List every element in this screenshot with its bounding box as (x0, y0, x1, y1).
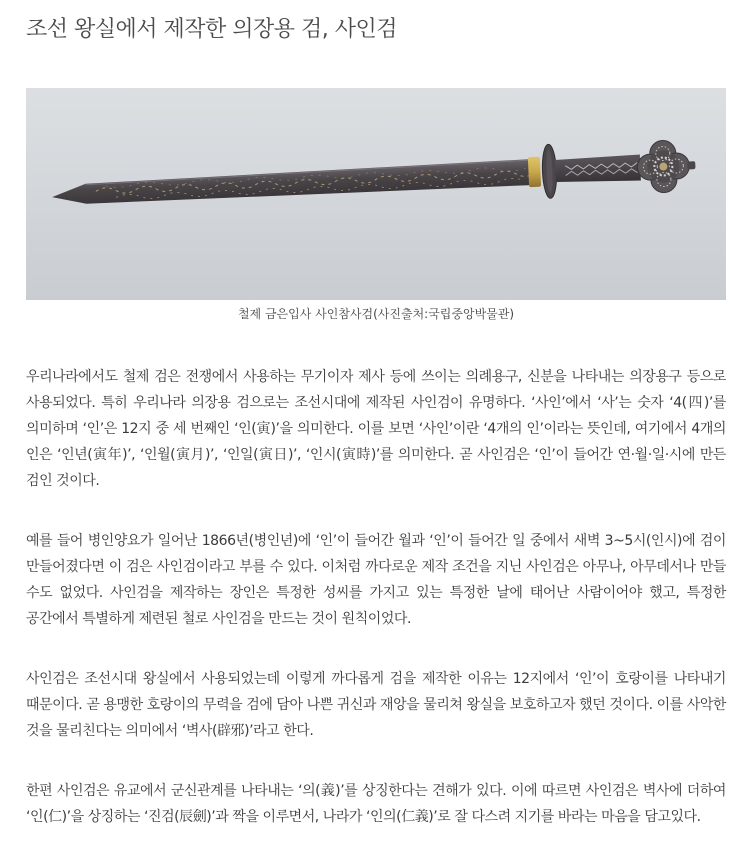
gold-collar (528, 157, 541, 187)
article-paragraph: 예를 들어 병인양요가 일어난 1866년(병인년)에 ‘인’이 들어간 월과 ‘인’이 들어간 일 중에서 새벽 3~5시(인시)에 검이 만들어졌다면 이 검은 사인검이라고 부를 수 있다. 이처럼 까다로운 제작 조건을 지닌 사인검은 아무나, 아무데서나 만들 수도 없었다. 사인검을 제작하는 장인은 특정한 성씨를 가지고 있는 특정한 날에 태어난 사람이어야 했고, 특정한 공간에서 특별하게 제련된 철로 사인검을 만드는 것이 원칙이었다. (26, 533, 726, 627)
sword-photo (26, 88, 726, 300)
page-title: 조선 왕실에서 제작한 의장용 검, 사인검 (26, 17, 397, 42)
photo-caption: 철제 금은입사 사인참사검(사진출처:국립중앙박물관) (237, 307, 515, 321)
sword-blade (51, 159, 531, 205)
article-paragraph: 한편 사인검은 유교에서 군신관계를 나타내는 ‘의(義)’를 상징한다는 견해가 있다. 이에 따르면 사인검은 벽사에 더하여 ‘인(仁)’을 상징하는 ‘진검(辰劍)’과 짝을 이루면서, 나라가 ‘인의(仁義)’로 잘 다스려 지기를 바라는 마음을 담고있다. (26, 783, 726, 825)
sword-pommel (636, 139, 696, 193)
article-body (26, 364, 726, 864)
article-paragraph: 사인검은 조선시대 왕실에서 사용되었는데 이렇게 까다롭게 검을 제작한 이유는 12지에서 ‘인’이 호랑이를 나타내기 때문이다. 곧 용맹한 호랑이의 무력을 검에 담아 나쁜 귀신과 재앙을 물리쳐 왕실을 보호하고자 했던 것이다. 이를 사악한 것을 물리친다는 의미에서 ‘벽사(辟邪)’라고 한다. (26, 671, 726, 739)
sword-grip (555, 155, 641, 185)
article-paragraph: 우리나라에서도 철제 검은 전쟁에서 사용하는 무기이자 제사 등에 쓰이는 의례용구, 신분을 나타내는 의장용구 등으로 사용되었다. 특히 우리나라 의장용 검으로는 조선시대에 제작된 사인검이 유명하다. ‘사인’에서 ‘사’는 숫자 ‘4(四)’를 의미하며 ‘인’은 12지 중 세 번째인 ‘인(寅)’을 의미한다. 이를 보면 ‘사인’이란 ‘4개의 인’이라는 뜻인데, 여기에서 4개의 인은 ‘인년(寅年)’, ‘인월(寅月)’, ‘인일(寅日)’, ‘인시(寅時)’를 의미한다. 곧 사인검은 ‘인’이 들어간 연·월·일·시에 만든 검인 것이다. (26, 369, 726, 489)
sword-illustration (26, 88, 726, 300)
